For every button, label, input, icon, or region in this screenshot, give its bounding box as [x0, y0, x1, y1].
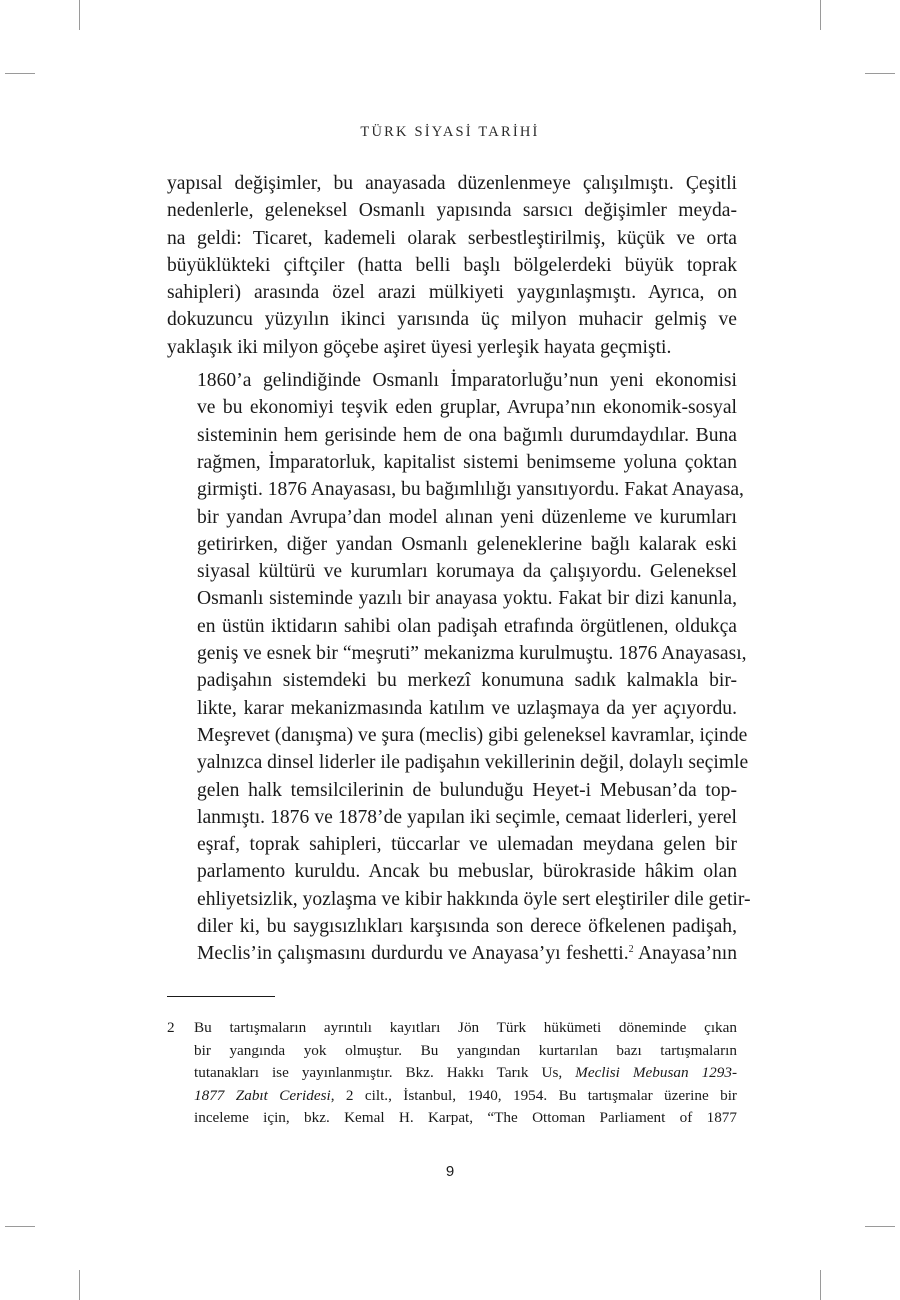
footnote-reference: 2 [628, 944, 634, 956]
footnote-line [194, 1062, 737, 1085]
crop-mark [79, 1270, 80, 1300]
text-line: yalnızca dinsel liderler ile padişahın vekillerinin değil, dolaylı seçimle [197, 752, 749, 774]
text-line: bir yandan Avrupa’dan model alınan yeni düzenleme ve kurumları [197, 506, 737, 528]
crop-mark [820, 1270, 821, 1300]
text-line: Osmanlı sisteminde yazılı bir anayasa yoktu. Fakat bir dizi kanunla, [197, 588, 737, 610]
footnote-line: inceleme için, bkz. Kemal H. Karpat, “The Ottoman Parliament of 1877 [194, 1109, 737, 1126]
footnote-number: 2 [167, 1019, 175, 1036]
text-line: en üstün iktidarın sahibi olan padişah etrafında örgütlenen, oldukça [197, 615, 737, 637]
text-line: büyüklükteki çiftçiler (hatta belli başlı bölgelerdeki büyük toprak [167, 254, 737, 276]
paragraph-2 [167, 367, 751, 968]
text-fragment: Anayasa’nın [633, 943, 737, 965]
text-line: siyasal kültürü ve kurumları korumaya da çalışıyordu. Geleneksel [197, 561, 737, 583]
footnote-citation-title: 1877 Zabıt Ceridesi [194, 1086, 331, 1104]
text-line: eşraf, toprak sahipleri, tüccarlar ve ulemadan meydana gelen bir [197, 834, 737, 856]
crop-mark [865, 73, 895, 74]
text-line: ve bu ekonomiyi teşvik eden gruplar, Avrupa’nın ekonomik-sosyal [197, 397, 737, 419]
text-line: getirirken, diğer yandan Osmanlı geleneklerine bağlı kalarak eski [197, 533, 737, 555]
text-line: girmişti. 1876 Anayasası, bu bağımlılığı yansıtıyordu. Fakat Anayasa, [197, 479, 744, 501]
footnote-body [194, 1017, 737, 1130]
text-line: padişahın sistemdeki bu merkezî konumuna sadık kalmakla bir- [197, 670, 737, 692]
footnote-text: , 2 cilt., İstanbul, 1940, 1954. Bu tartışmalar üzerine bir [330, 1086, 737, 1104]
text-line: likte, karar mekanizmasında katılım ve uzlaşmaya da yer açıyordu. [197, 697, 737, 719]
text-line: Meşrevet (danışma) ve şura (meclis) gibi geleneksel kavramlar, içinde [197, 724, 748, 746]
footnote-line [194, 1085, 737, 1108]
text-line: gelen halk temsilcilerinin de bulunduğu Heyet-i Mebusan’da top- [197, 779, 737, 801]
crop-mark [820, 0, 821, 30]
footnote-line: bir yangında yok olmuştur. Bu yangından kurtarılan bazı tartışmaların [194, 1041, 737, 1059]
footnote-line: Bu tartışmaların ayrıntılı kayıtları Jön Türk hükümeti döneminde çıkan [194, 1019, 737, 1036]
text-line: lanmıştı. 1876 ve 1878’de yapılan iki seçimle, cemaat liderleri, yerel [197, 806, 737, 828]
footnote [167, 1017, 737, 1130]
paragraph-1 [167, 170, 737, 361]
text-line: rağmen, İmparatorluk, kapitalist sistemi benimseme yoluna çoktan [197, 451, 737, 473]
crop-mark [865, 1226, 895, 1227]
text-line: diler ki, bu saygısızlıkları karşısında son derece öfkelenen padişah, [197, 916, 737, 938]
text-line: parlamento kuruldu. Ancak bu mebuslar, bürokraside hâkim olan [197, 861, 737, 883]
text-line: nedenlerle, geleneksel Osmanlı yapısında sarsıcı değişimler meyda- [167, 200, 737, 222]
footnote-rule [167, 996, 275, 997]
crop-mark [5, 1226, 35, 1227]
text-line: sisteminin hem gerisinde hem de ona bağımlı durumdaydılar. Buna [197, 424, 737, 446]
text-line: dokuzuncu yüzyılın ikinci yarısında üç milyon muhacir gelmiş ve [167, 309, 737, 331]
body-text [167, 170, 751, 968]
text-line: 1860’a gelindiğinde Osmanlı İmparatorluğu’nun yeni ekonomisi [197, 370, 737, 392]
footnote-text: tutanakları ise yayınlanmıştır. Bkz. Hakkı Tarık Us, [194, 1064, 576, 1081]
running-head: TÜRK SİYASİ TARİHİ [360, 124, 540, 140]
text-line: ehliyetsizlik, yozlaşma ve kibir hakkında öyle sert eleştiriler dile getir- [197, 888, 751, 910]
text-line: yaklaşık iki milyon göçebe aşiret üyesi yerleşik hayata geçmişti. [167, 336, 672, 358]
page-number: 9 [445, 1163, 455, 1180]
text-line: geniş ve esnek bir “meşruti” mekanizma kurulmuştu. 1876 Anayasası, [197, 643, 747, 665]
crop-mark [79, 0, 80, 30]
text-line: Meclis’in çalışmasını durdurdu ve Anayasa’yı feshetti.$^2$ Anayasa’nın [197, 943, 737, 965]
footnote-citation-title: Meclisi Mebusan 1293- [575, 1064, 737, 1081]
text-line: sahipleri) arasında özel arazi mülkiyeti yaygınlaşmıştı. Ayrıca, on [167, 282, 737, 304]
crop-mark [5, 73, 35, 74]
text-line: na geldi: Ticaret, kademeli olarak serbestleştirilmiş, küçük ve orta [167, 227, 737, 249]
text-line: yapısal değişimler, bu anayasada düzenlenmeye çalışılmıştı. Çeşitli [167, 173, 737, 194]
